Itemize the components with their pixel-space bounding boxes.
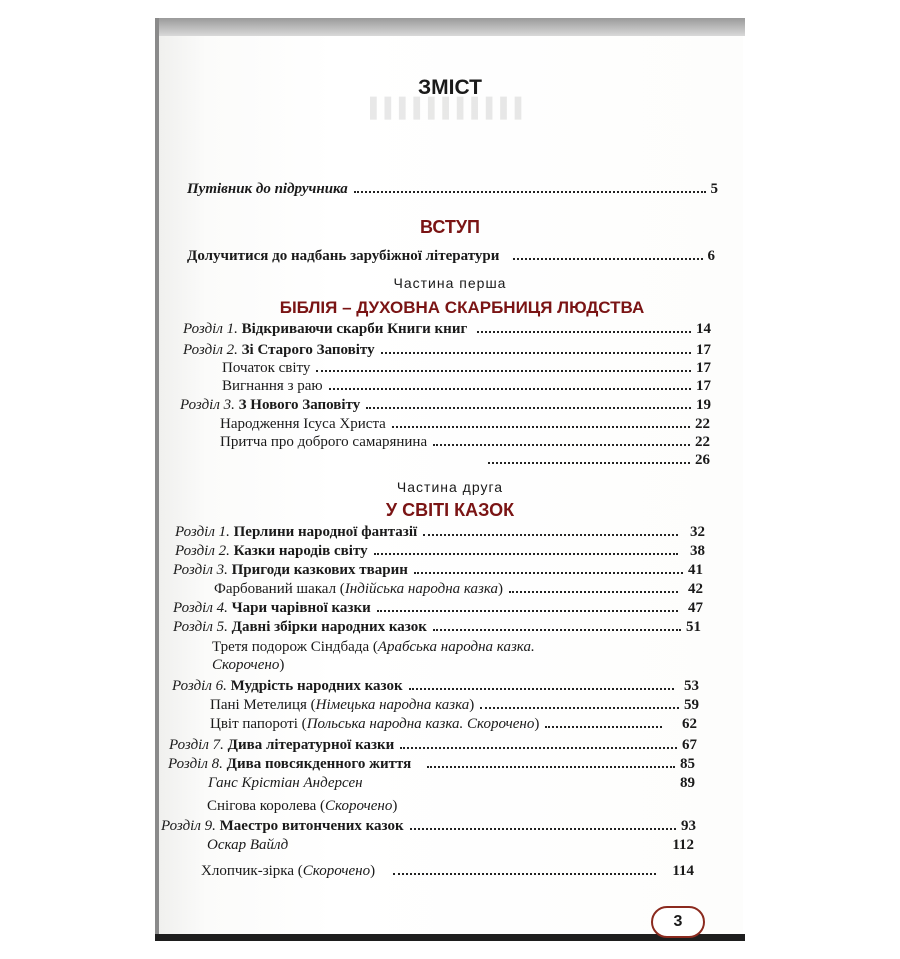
toc-page-number: 47: [688, 600, 703, 616]
dot-leader: [354, 191, 706, 193]
toc-entry-continued: [212, 656, 701, 675]
chapter-prefix: Розділ 8.: [168, 756, 223, 772]
toc-entry-label: Відкриваючи скарби Книги книг: [241, 321, 468, 337]
chapter-prefix: Розділ 1.: [175, 524, 230, 540]
chapter-prefix: Розділ 3.: [180, 397, 235, 413]
toc-entry-intro: [187, 247, 715, 266]
section-heading-intro: ВСТУП: [420, 217, 480, 237]
toc-entry: [212, 638, 701, 657]
dot-leader: [545, 726, 662, 728]
toc-entry-label: Притча про доброго самарянина: [220, 434, 428, 450]
toc-entry-note: Арабська народна казка.: [377, 639, 535, 655]
toc-entry-label: Хлопчик-зірка (: [201, 863, 303, 879]
toc-entry-label: Зі Старого Заповіту: [241, 342, 375, 358]
toc-entry: [208, 774, 695, 793]
chapter-prefix: Розділ 4.: [173, 600, 228, 616]
chapter-prefix: Розділ 2.: [175, 543, 230, 559]
author-name: Оскар Вайлд: [207, 837, 289, 853]
toc-entry-note: Німецька народна казка: [315, 697, 470, 713]
toc-page-number: 59: [684, 697, 699, 713]
toc-entry: [169, 736, 697, 755]
toc-entry-close: ): [498, 581, 504, 597]
toc-page-number: 114: [672, 863, 694, 879]
chapter-prefix: Розділ 5.: [173, 619, 228, 635]
scan-shadow-bottom: [155, 934, 745, 941]
toc-entry-close: ): [469, 697, 475, 713]
part-subtitle-1: Частина перша: [393, 275, 507, 291]
toc-entry: [173, 599, 703, 618]
toc-entry: [214, 580, 703, 599]
toc-entry: [482, 451, 710, 470]
toc-entry: [161, 817, 696, 836]
chapter-prefix: Розділ 7.: [169, 737, 224, 753]
toc-entry: [207, 797, 694, 816]
toc-entry-label: Давні збірки народних казок: [231, 619, 427, 635]
toc-entry-label: Вигнання з раю: [222, 378, 323, 394]
toc-entry: [172, 677, 699, 696]
toc-page-number: 26: [695, 452, 710, 468]
toc-page-number: 17: [696, 342, 711, 358]
toc-page-number: 32: [690, 524, 705, 540]
toc-entry-note: Скорочено: [325, 798, 393, 814]
toc-entry: [175, 542, 705, 561]
dot-leader: [381, 352, 691, 354]
chapter-prefix: Розділ 3.: [173, 562, 228, 578]
toc-page-number: 38: [690, 543, 705, 559]
toc-entry-close: ): [534, 716, 540, 732]
toc-entry: [183, 320, 711, 339]
toc-page-number: 85: [680, 756, 695, 772]
dot-leader: [433, 629, 681, 631]
toc-entry-label: Мудрість народних казок: [230, 678, 403, 694]
toc-entry: [173, 618, 701, 637]
dot-leader: [377, 610, 678, 612]
dot-leader: [477, 331, 691, 333]
toc-page-number: 19: [696, 397, 711, 413]
dot-leader: [488, 462, 690, 464]
toc-page-number: 112: [672, 837, 694, 853]
toc-entry-label: Цвіт папороті (: [210, 716, 307, 732]
chapter-prefix: Розділ 6.: [172, 678, 227, 694]
chapter-prefix: Розділ 9.: [161, 818, 216, 834]
dot-leader: [366, 407, 691, 409]
toc-entry-label: Казки народів світу: [233, 543, 368, 559]
toc-entry: [180, 396, 711, 415]
toc-entry-close: ): [370, 863, 376, 879]
toc-entry-label: Пригоди казкових тварин: [231, 562, 408, 578]
toc-page-number: 89: [680, 775, 695, 791]
toc-entry: [207, 836, 694, 855]
toc-page-number: 93: [681, 818, 696, 834]
toc-entry-note: Скорочено: [212, 657, 280, 673]
toc-entry: [220, 433, 710, 452]
toc-entry-guide: [187, 180, 718, 199]
toc-entry-label: Дива повсякденного життя: [226, 756, 412, 772]
dot-leader: [329, 388, 691, 390]
toc-page-number: 5: [710, 181, 718, 197]
toc-page-number: 6: [707, 248, 715, 264]
toc-page-number: 51: [686, 619, 701, 635]
dot-leader: [433, 444, 690, 446]
toc-entry-note: Індійська народна казка: [344, 581, 499, 597]
toc-entry: [173, 561, 703, 580]
toc-entry: [175, 523, 705, 542]
section-heading-bible: БІБЛІЯ – ДУХОВНА СКАРБНИЦЯ ЛЮДСТВА: [279, 298, 645, 317]
toc-entry: [222, 359, 711, 378]
section-heading-tales: У СВІТІ КАЗОК: [385, 500, 515, 520]
page-number-badge: 3: [651, 906, 705, 938]
toc-entry-label: Фарбований шакал (: [214, 581, 345, 597]
part-subtitle-2: Частина друга: [396, 479, 504, 495]
toc-entry-label: З Нового Заповіту: [238, 397, 361, 413]
toc-entry-close: ): [279, 657, 285, 673]
toc-entry-label: Маестро витончених казок: [219, 818, 404, 834]
toc-entry: [220, 415, 710, 434]
toc-page-number: 41: [688, 562, 703, 578]
dot-leader: [409, 688, 674, 690]
dot-leader: [480, 707, 679, 709]
toc-entry-label: Перлини народної фантазії: [233, 524, 418, 540]
dot-leader: [427, 766, 675, 768]
dot-leader: [509, 591, 678, 593]
author-name: Ганс Крістіан Андерсен: [208, 775, 363, 791]
dot-leader: [392, 426, 690, 428]
dot-leader: [410, 828, 676, 830]
toc-entry-label: Снігова королева (: [207, 798, 326, 814]
toc-page-number: 62: [682, 716, 697, 732]
toc-page-number: 67: [682, 737, 697, 753]
scan-shadow-top: [155, 18, 745, 36]
dot-leader: [374, 553, 678, 555]
toc-entry-label: Початок світу: [222, 360, 311, 376]
dot-leader: [393, 873, 656, 875]
chapter-prefix: Розділ 1.: [183, 321, 238, 337]
toc-entry-label: Народження Ісуса Христа: [220, 416, 386, 432]
toc-entry: [210, 696, 699, 715]
chapter-prefix: Розділ 2.: [183, 342, 238, 358]
toc-entry-label: Чари чарівної казки: [231, 600, 371, 616]
toc-page-number: 42: [688, 581, 703, 597]
toc-entry: [222, 377, 711, 396]
dot-leader: [513, 258, 702, 260]
dot-leader: [423, 534, 678, 536]
toc-entry-note: Польська народна казка. Скорочено: [306, 716, 535, 732]
toc-page-number: 22: [695, 416, 710, 432]
toc-page-number: 22: [695, 434, 710, 450]
toc-entry-label: Путівник до підручника: [187, 181, 348, 197]
page-title: ЗМІСТ: [418, 76, 482, 99]
toc-entry: [201, 862, 694, 881]
toc-entry-note: Скорочено: [302, 863, 371, 879]
toc-entry-label: Пані Метелиця (: [210, 697, 316, 713]
toc-page-number: 17: [696, 378, 711, 394]
toc-entry: [210, 715, 697, 734]
toc-page-number: 53: [684, 678, 699, 694]
dot-leader: [414, 572, 683, 574]
toc-entry: [168, 755, 695, 774]
toc-page-number: 17: [696, 360, 711, 376]
toc-page-number: 14: [696, 321, 711, 337]
toc-entry-label: Дива літературної казки: [227, 737, 395, 753]
toc-entry-close: ): [392, 798, 398, 814]
dot-leader: [316, 370, 691, 372]
dot-leader: [400, 747, 677, 749]
bleed-through-text: ▌▌▌▌▌▌▌▌▌▌▌: [370, 98, 530, 119]
toc-entry-label: Третя подорож Сіндбада (: [212, 639, 378, 655]
toc-entry: [183, 341, 711, 360]
toc-entry-label: Долучитися до надбань зарубіжної літератури: [187, 248, 500, 264]
